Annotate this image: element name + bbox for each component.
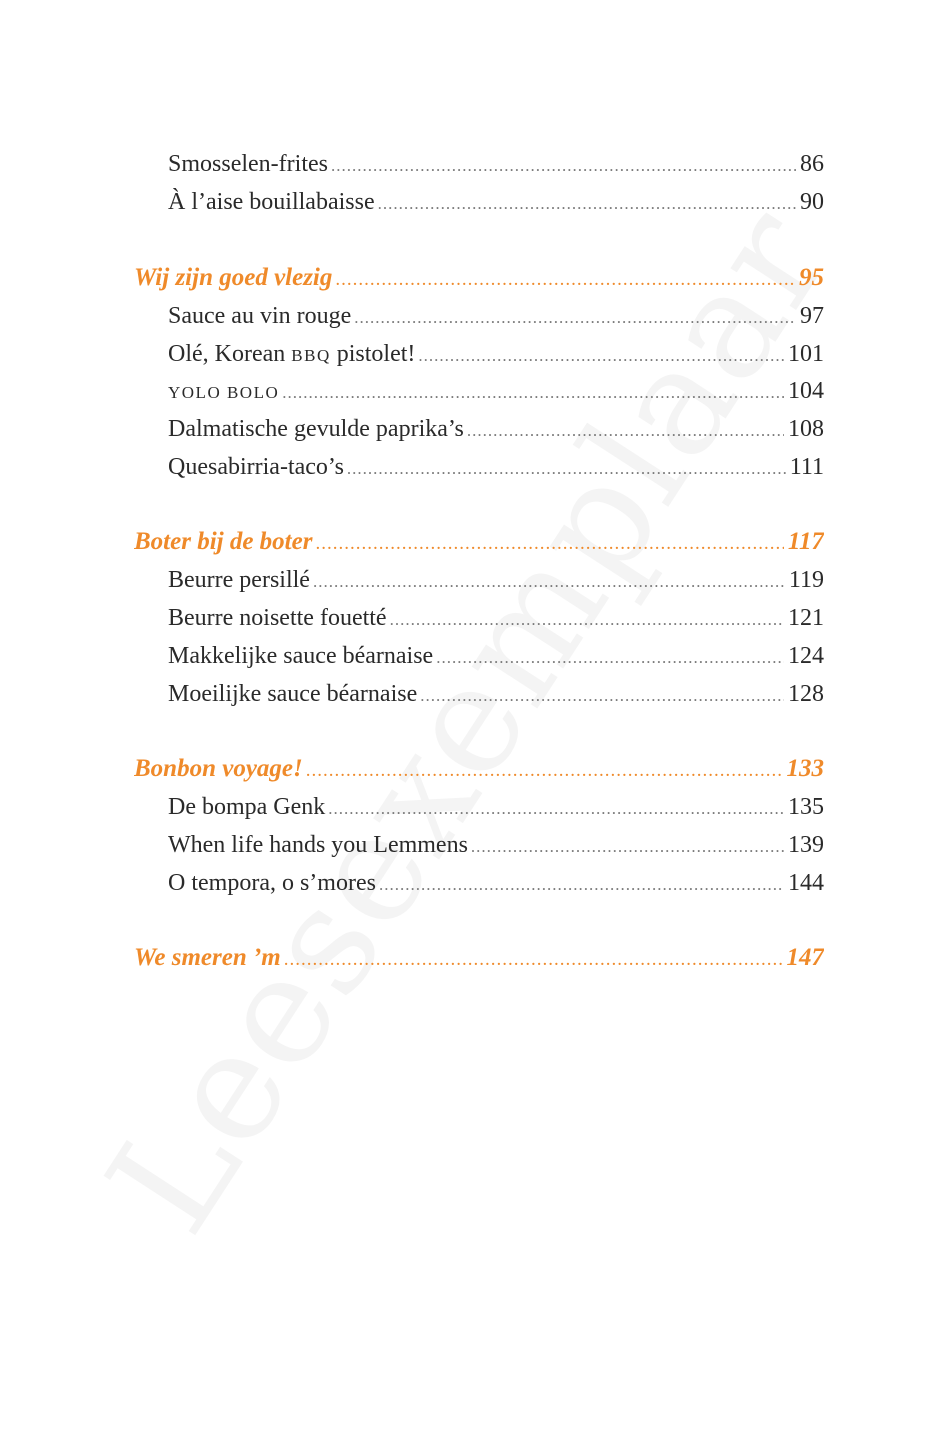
dot-leader [335, 261, 795, 297]
toc-entry-title: Beurre persillé [168, 567, 310, 593]
toc-entry [168, 183, 824, 221]
dot-leader [328, 790, 784, 826]
toc-entry [168, 372, 824, 410]
toc-entry [168, 145, 824, 183]
toc-entry-page: 139 [788, 832, 824, 858]
toc-entry-title: À l’aise bouillabaisse [168, 189, 375, 215]
dot-leader [418, 337, 784, 373]
dot-leader [347, 450, 786, 486]
toc-section-title: Boter bij de boter [134, 528, 313, 555]
toc-entry-page: 97 [800, 303, 824, 329]
toc-entry-page: 119 [788, 567, 824, 593]
dot-leader [313, 563, 785, 599]
toc-section-heading [134, 523, 824, 561]
toc-entry-title: De bompa Genk [168, 794, 326, 820]
toc-entry-title-part: Olé, Korean [168, 341, 292, 367]
toc-entry [168, 599, 824, 637]
toc-entry-page: 104 [788, 378, 824, 404]
toc-entry [168, 864, 824, 902]
toc-section-heading [134, 750, 824, 788]
toc-entry-title [168, 335, 415, 373]
toc-entry [168, 297, 824, 335]
toc-section-title: Wij zijn goed vlezig [134, 264, 333, 291]
toc-entry-title: Moeilijke sauce béarnaise [168, 681, 418, 707]
toc-entry-title: Quesabirria-taco’s [168, 454, 344, 480]
toc-entry [168, 561, 824, 599]
toc-section-title: Bonbon voyage! [134, 755, 303, 782]
toc-entry-page: 101 [788, 341, 824, 367]
toc-entry-title: When life hands you Lemmens [168, 832, 468, 858]
toc-entry-page: 90 [800, 189, 824, 215]
dot-leader [306, 752, 783, 788]
toc-section-page: 133 [786, 755, 824, 782]
dot-leader [436, 639, 784, 675]
toc-entry [168, 788, 824, 826]
dot-leader [284, 941, 783, 977]
toc-entry-title: Makkelijke sauce béarnaise [168, 643, 434, 669]
toc-entry-title: YOLO BOLO [168, 383, 280, 402]
toc-entry-title: Sauce au vin rouge [168, 303, 352, 329]
dot-leader [331, 147, 796, 183]
toc-entry-title: Dalmatische gevulde paprika’s [168, 416, 464, 442]
toc-entry-page: 144 [788, 870, 824, 896]
dot-leader [379, 866, 784, 902]
toc-entry-page: 108 [788, 416, 824, 442]
toc-entry-title: Smosselen-frites [168, 151, 328, 177]
toc-section-heading [134, 939, 824, 977]
toc-entry [168, 448, 824, 486]
toc-entry-page: 111 [789, 454, 824, 480]
toc-section-heading [134, 259, 824, 297]
toc-section-title: We smeren ’m [134, 944, 281, 971]
toc-entry-page: 121 [788, 605, 824, 631]
toc-entry-title-part: pistolet! [330, 341, 416, 367]
toc-entry-page: 124 [788, 643, 824, 669]
toc-entry-page: 135 [788, 794, 824, 820]
toc-entry-title: Beurre noisette fouetté [168, 605, 387, 631]
toc-section-page: 95 [799, 264, 824, 291]
toc-entry-page: 128 [788, 681, 824, 707]
dot-leader [378, 185, 796, 221]
dot-leader [471, 828, 784, 864]
dot-leader [420, 677, 784, 713]
toc-entry [168, 410, 824, 448]
dot-leader [467, 412, 784, 448]
toc-section-page: 117 [787, 528, 824, 555]
dot-leader [390, 601, 784, 637]
small-caps-abbreviation: BBQ [291, 346, 331, 365]
dot-leader [282, 374, 784, 410]
toc-entry [168, 335, 824, 373]
toc-entry-title: O tempora, o s’mores [168, 870, 376, 896]
toc-entry [168, 826, 824, 864]
dot-leader [354, 299, 796, 335]
dot-leader [315, 525, 783, 561]
toc-section-page: 147 [786, 944, 824, 971]
toc-entry [168, 675, 824, 713]
toc-entry-page: 86 [800, 151, 824, 177]
toc-entry [168, 637, 824, 675]
